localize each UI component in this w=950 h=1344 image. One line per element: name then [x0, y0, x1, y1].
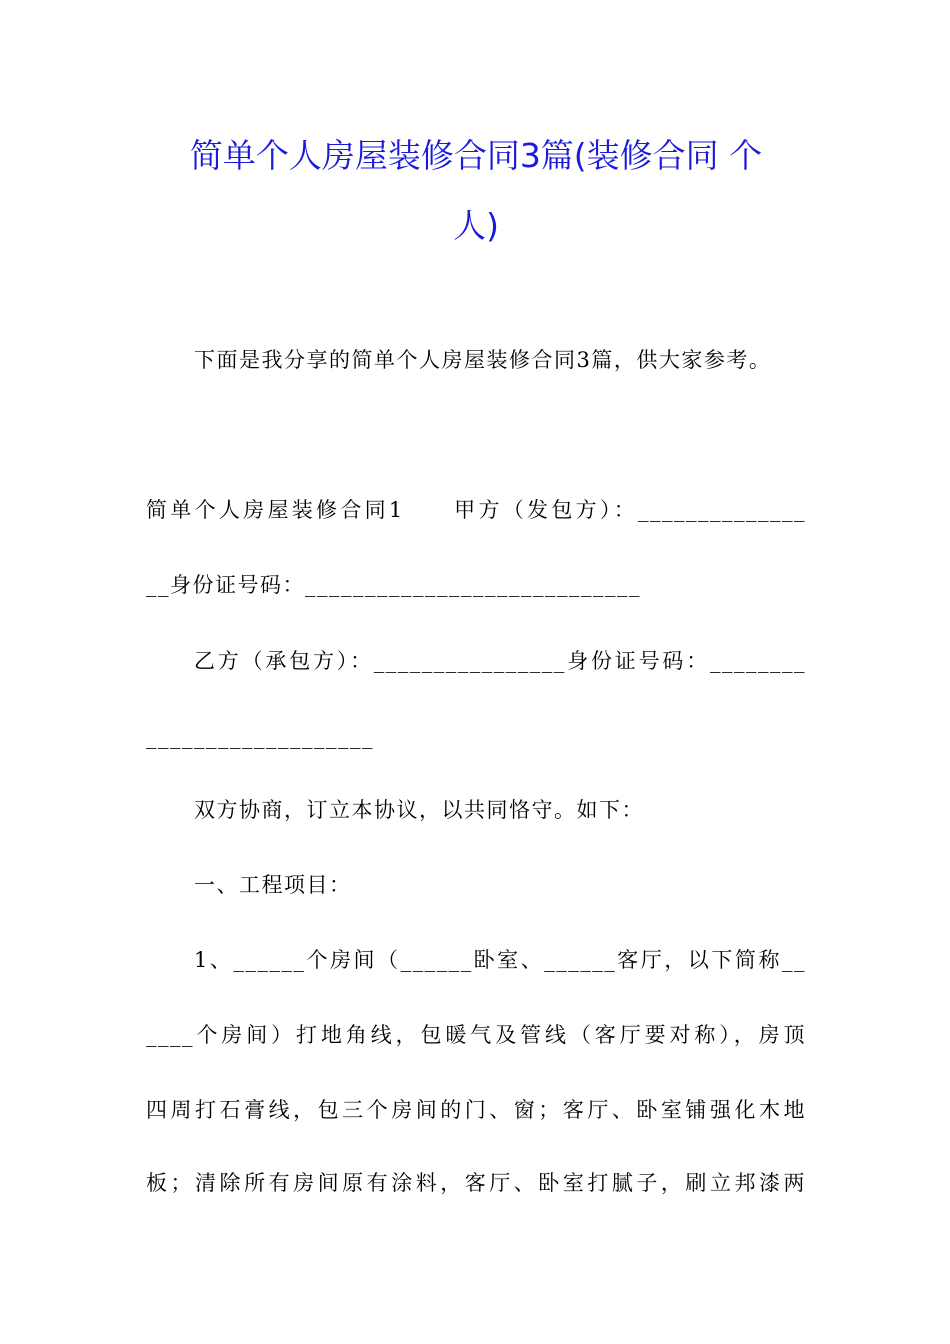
intro-paragraph: 下面是我分享的简单个人房屋装修合同3篇，供大家参考。	[194, 348, 772, 372]
party-b-id-continuation: ___________________	[146, 725, 374, 749]
contract-heading-party-a: 简单个人房屋装修合同1 甲方（发包方）：______________	[146, 498, 806, 522]
party-b-line: 乙方（承包方）：________________身份证号码：________	[194, 649, 806, 673]
clause-1-line-3: 四周打石膏线，包三个房间的门、窗；客厅、卧室铺强化木地	[146, 1098, 806, 1122]
party-a-id-line: __身份证号码：____________________________	[146, 573, 641, 597]
clause-1-line-2: ____个房间）打地角线，包暖气及管线（客厅要对称），房顶	[146, 1023, 806, 1047]
clause-1-line-4: 板；清除所有房间原有涂料，客厅、卧室打腻子，刷立邦漆两	[146, 1171, 806, 1195]
document-title-line-2: 人)	[453, 206, 499, 245]
clause-1-line-1: 1、______个房间（______卧室、______客厅，以下简称__	[194, 948, 806, 972]
document-title-line-1: 简单个人房屋装修合同3篇(装修合同 个	[189, 136, 763, 175]
section-heading-project: 一、工程项目：	[194, 873, 352, 897]
agreement-statement: 双方协商，订立本协议，以共同恪守。如下：	[194, 798, 644, 822]
